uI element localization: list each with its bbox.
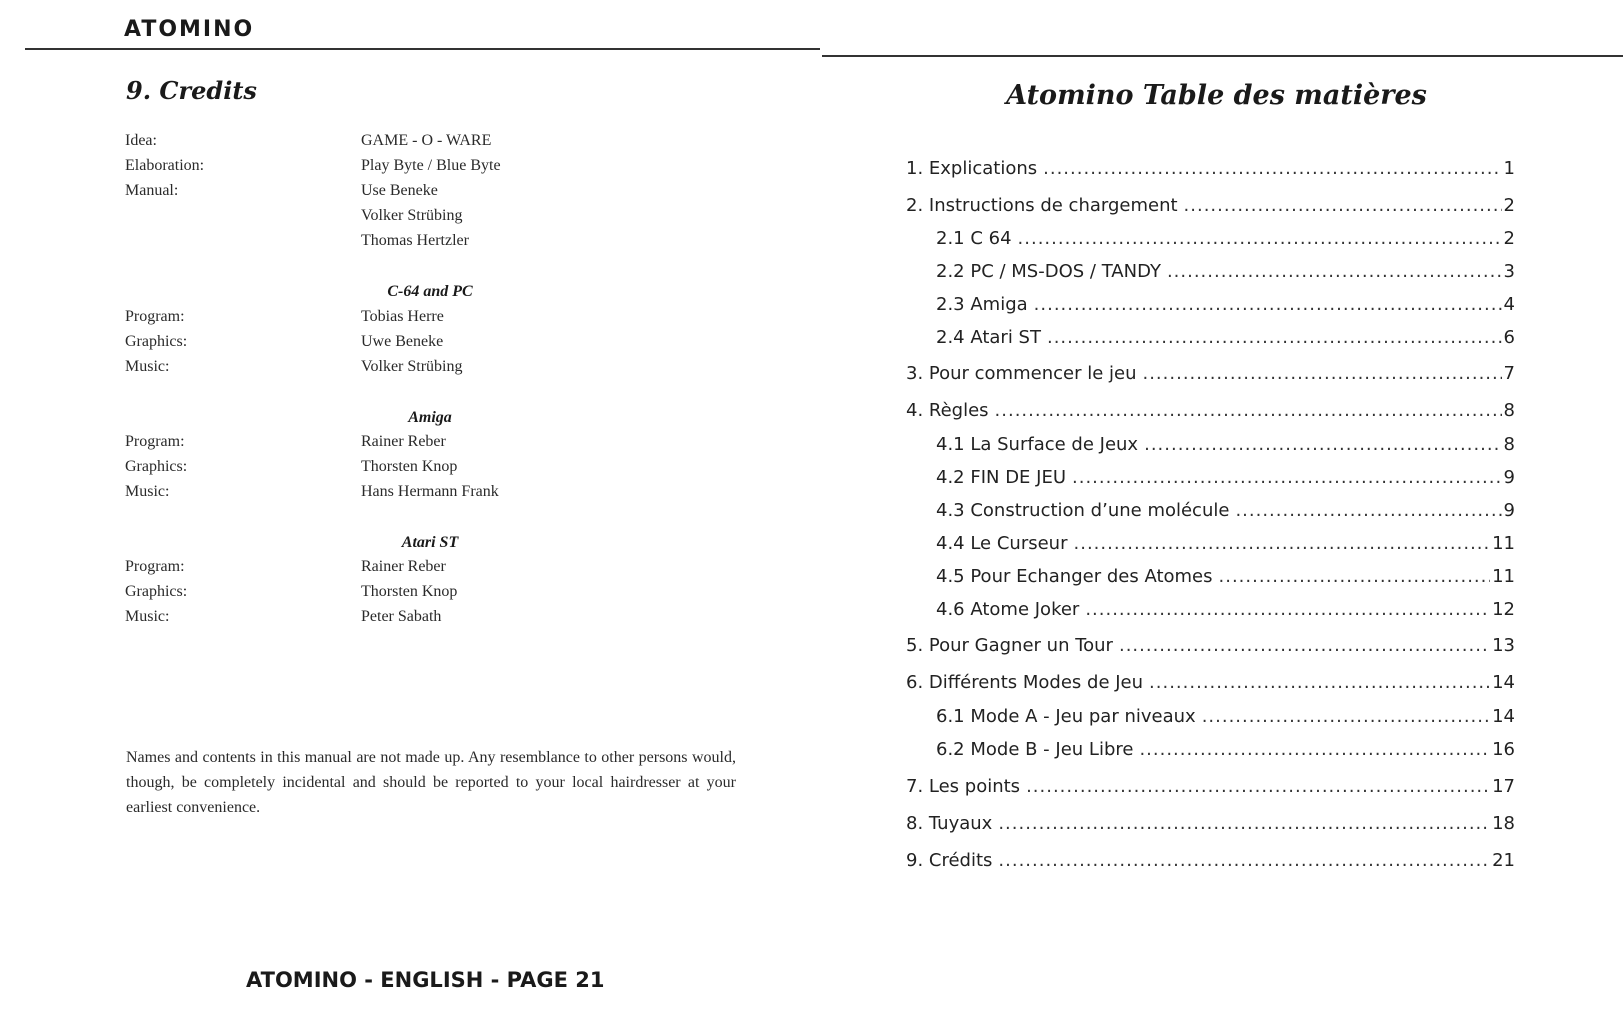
credit-role: Idea: — [125, 132, 157, 149]
credit-name: Thorsten Knop — [361, 458, 458, 475]
credit-row — [125, 558, 725, 583]
toc-entry — [936, 294, 1515, 315]
toc-entry-page: 21 — [1492, 850, 1515, 871]
credit-name: Peter Sabath — [361, 608, 442, 625]
toc-entry — [906, 363, 1515, 384]
toc-entry-page: 11 — [1492, 566, 1515, 587]
toc-entry — [936, 434, 1515, 455]
section-heading-amiga: Amiga — [408, 409, 452, 426]
toc-entry — [906, 813, 1515, 834]
toc-entry-label: 6. Différents Modes de Jeu — [906, 672, 1144, 693]
toc-leader-dots — [1085, 599, 1490, 620]
toc-entry-page: 9 — [1503, 500, 1515, 521]
section-heading-atari-st: Atari ST — [401, 534, 459, 551]
toc-entry-label: 9. Crédits — [906, 850, 993, 871]
toc-leader-dots — [1202, 706, 1490, 727]
credit-name: GAME - O - WARE — [361, 132, 492, 149]
toc-leader-dots — [1142, 363, 1501, 384]
toc-entry-page: 2 — [1503, 195, 1515, 216]
header-rule — [25, 48, 820, 50]
toc-entry-page: 3 — [1503, 261, 1515, 282]
toc-leader-dots — [1074, 533, 1491, 554]
header-rule — [822, 55, 1623, 57]
toc-entry-label: 4.4 Le Curseur — [936, 533, 1068, 554]
section-heading-c64-pc: C-64 and PC — [387, 283, 473, 300]
toc-leader-dots — [1018, 228, 1502, 249]
credit-row — [125, 308, 725, 333]
credit-name: Volker Strübing — [361, 207, 463, 224]
toc-entry — [906, 400, 1515, 421]
credit-row — [125, 583, 725, 608]
credit-name: Uwe Beneke — [361, 333, 444, 350]
toc-entry-label: 4.3 Construction d’une molécule — [936, 500, 1230, 521]
credit-role: Elaboration: — [125, 157, 205, 174]
toc-entry-page: 16 — [1492, 739, 1515, 760]
toc-entry-label: 4.2 FIN DE JEU — [936, 467, 1067, 488]
toc-entry — [936, 599, 1515, 620]
credit-row — [125, 132, 725, 157]
credit-name: Thomas Hertzler — [361, 232, 469, 249]
credit-name: Play Byte / Blue Byte — [361, 157, 501, 174]
toc-entry — [906, 158, 1515, 179]
credit-name: Volker Strübing — [361, 358, 463, 375]
toc-entry — [936, 467, 1515, 488]
toc-entry — [936, 327, 1515, 348]
page-header: ATOMINO — [124, 17, 255, 42]
toc-entry-label: 5. Pour Gagner un Tour — [906, 635, 1113, 656]
toc-entry-page: 2 — [1503, 228, 1515, 249]
toc-entry-label: 1. Explications — [906, 158, 1038, 179]
toc-entry — [906, 195, 1515, 216]
toc-leader-dots — [1043, 158, 1501, 179]
credit-name: Use Beneke — [361, 182, 438, 199]
toc-leader-dots — [998, 850, 1490, 871]
toc-entry — [906, 672, 1515, 693]
toc-entry — [936, 566, 1515, 587]
toc-entry-label: 2. Instructions de chargement — [906, 195, 1178, 216]
toc-entry — [936, 706, 1515, 727]
credit-row — [125, 333, 725, 358]
toc-leader-dots — [1167, 261, 1502, 282]
credits-title: 9. Credits — [126, 76, 257, 105]
toc-entry — [906, 850, 1515, 871]
credit-row — [125, 608, 725, 633]
credit-role: Music: — [125, 608, 170, 625]
toc-entry-page: 14 — [1492, 706, 1515, 727]
toc-leader-dots — [1144, 434, 1501, 455]
toc-leader-dots — [1047, 327, 1502, 348]
credit-row — [125, 433, 725, 458]
credit-name: Hans Hermann Frank — [361, 483, 499, 500]
toc-leader-dots — [1219, 566, 1491, 587]
credit-row — [125, 483, 725, 508]
toc-entry-label: 4.5 Pour Echanger des Atomes — [936, 566, 1213, 587]
credit-role: Program: — [125, 558, 185, 575]
left-page — [0, 0, 810, 1019]
toc-leader-dots — [1034, 294, 1502, 315]
credit-name: Thorsten Knop — [361, 583, 458, 600]
toc-leader-dots — [1149, 672, 1490, 693]
credit-role: Music: — [125, 358, 170, 375]
toc-entry-page: 6 — [1503, 327, 1515, 348]
toc-entry-label: 2.3 Amiga — [936, 294, 1028, 315]
credit-row — [125, 182, 725, 207]
toc-entry-page: 4 — [1503, 294, 1515, 315]
toc-entry-label: 2.2 PC / MS-DOS / TANDY — [936, 261, 1161, 282]
toc-leader-dots — [1026, 776, 1490, 797]
credit-role: Graphics: — [125, 583, 188, 600]
toc-entry — [936, 739, 1515, 760]
toc-entry-label: 2.1 C 64 — [936, 228, 1012, 249]
toc-leader-dots — [998, 813, 1490, 834]
toc-title: Atomino Table des matières — [1006, 80, 1427, 111]
toc-entry-label: 4.6 Atome Joker — [936, 599, 1080, 620]
toc-entry-page: 1 — [1503, 158, 1515, 179]
credit-role: Graphics: — [125, 458, 188, 475]
credit-role: Program: — [125, 433, 185, 450]
toc-entry-label: 8. Tuyaux — [906, 813, 993, 834]
credit-role: Manual: — [125, 182, 179, 199]
credit-row — [125, 358, 725, 383]
toc-entry — [936, 500, 1515, 521]
toc-entry — [906, 776, 1515, 797]
toc-leader-dots — [1119, 635, 1490, 656]
credit-role: Graphics: — [125, 333, 188, 350]
disclaimer-text: Names and contents in this manual are not made up. Any resemblance to other persons would, though, be completely incidental and should be reported to your local hairdresser at your earliest convenience. — [126, 749, 736, 816]
toc-entry-page: 14 — [1492, 672, 1515, 693]
toc-entry-page: 11 — [1492, 533, 1515, 554]
toc-entry-page: 8 — [1503, 434, 1515, 455]
credit-role: Program: — [125, 308, 185, 325]
credit-name: Rainer Reber — [361, 433, 446, 450]
right-page — [810, 0, 1623, 1019]
toc-entry-page: 13 — [1492, 635, 1515, 656]
toc-entry-page: 9 — [1503, 467, 1515, 488]
toc-entry — [936, 228, 1515, 249]
toc-leader-dots — [995, 400, 1502, 421]
toc-entry-page: 12 — [1492, 599, 1515, 620]
toc-entry-label: 3. Pour commencer le jeu — [906, 363, 1137, 384]
credit-role: Music: — [125, 483, 170, 500]
toc-leader-dots — [1139, 739, 1490, 760]
toc-leader-dots — [1072, 467, 1502, 488]
toc-leader-dots — [1235, 500, 1501, 521]
toc-entry-label: 7. Les points — [906, 776, 1021, 797]
toc-entry — [936, 261, 1515, 282]
toc-entry-label: 6.1 Mode A - Jeu par niveaux — [936, 706, 1196, 727]
toc-entry-label: 4.1 La Surface de Jeux — [936, 434, 1139, 455]
page-footer: ATOMINO - ENGLISH - PAGE 21 — [246, 968, 605, 992]
credit-row — [125, 207, 725, 232]
toc-entry-label: 2.4 Atari ST — [936, 327, 1041, 348]
toc-entry-label: 6.2 Mode B - Jeu Libre — [936, 739, 1134, 760]
credit-name: Tobias Herre — [361, 308, 444, 325]
toc-leader-dots — [1184, 195, 1502, 216]
credit-row — [125, 458, 725, 483]
credit-row — [125, 232, 725, 257]
toc-entry — [936, 533, 1515, 554]
credit-name: Rainer Reber — [361, 558, 446, 575]
toc-entry-page: 17 — [1492, 776, 1515, 797]
credit-row — [125, 157, 725, 182]
toc-entry — [906, 635, 1515, 656]
toc-entry-label: 4. Règles — [906, 400, 989, 421]
toc-entry-page: 7 — [1503, 363, 1515, 384]
toc-entry-page: 18 — [1492, 813, 1515, 834]
toc-entry-page: 8 — [1503, 400, 1515, 421]
